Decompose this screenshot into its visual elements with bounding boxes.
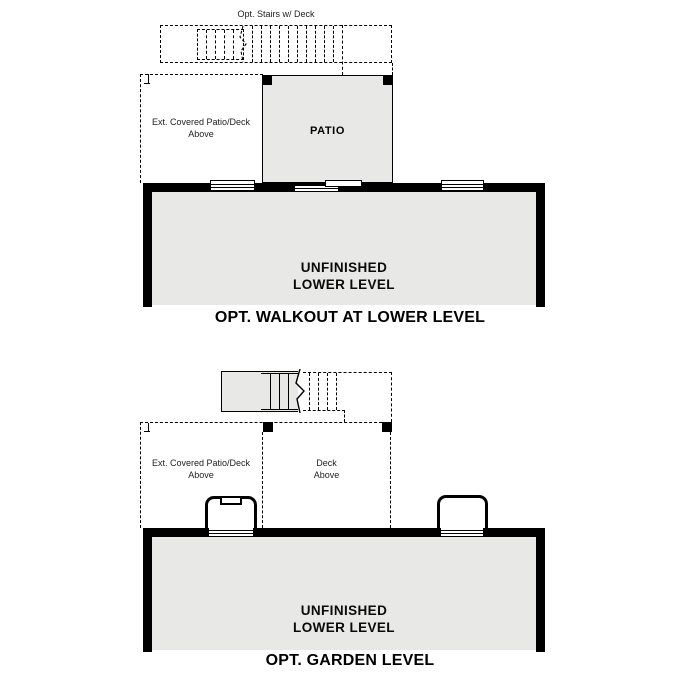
stair-tread-line	[336, 373, 337, 410]
corner-post-tick	[144, 431, 150, 432]
corner-post-tick	[148, 74, 149, 83]
stair-break-line	[237, 26, 249, 62]
stair-tread-line	[252, 26, 253, 62]
exterior-wall-top	[143, 528, 545, 537]
unfinished-lower-level-label: UNFINISHED LOWER LEVEL	[293, 603, 395, 635]
patio-post-left	[262, 75, 272, 85]
walkout-plan-caption: OPT. WALKOUT AT LOWER LEVEL	[214, 309, 486, 326]
stair-dashed-right-edge	[391, 372, 392, 422]
opt-stairs-deck-divider	[342, 25, 343, 75]
window-well-step	[220, 498, 242, 505]
stair-tread-line	[215, 30, 216, 59]
stair-tread-line	[279, 26, 280, 62]
stair-tread-line	[261, 26, 262, 62]
window-well-right	[437, 495, 488, 528]
stair-tread-line	[206, 30, 207, 59]
window-symbol	[441, 180, 484, 191]
stair-tread-line	[327, 373, 328, 410]
deck-post-left	[263, 422, 273, 432]
opt-deck-right-edge	[392, 63, 393, 75]
stair-tread-line	[288, 26, 289, 62]
opt-stairs-label: Opt. Stairs w/ Deck	[237, 9, 315, 19]
stair-tread-line	[279, 373, 280, 410]
stair-dashed-top-edge	[303, 372, 392, 373]
corner-post-tick	[144, 83, 150, 84]
deck-above-label: Deck Above	[313, 458, 340, 480]
window-symbol	[210, 180, 255, 191]
stair-landing	[221, 371, 262, 412]
stair-tread-line	[288, 373, 289, 410]
stair-tread-line	[270, 26, 271, 62]
opt-stairs-deck-outline	[160, 25, 392, 63]
deck-post-right	[382, 422, 392, 432]
stair-tread-line	[306, 26, 307, 62]
patio-post-right	[383, 75, 393, 85]
stair-tread-line	[318, 373, 319, 410]
stair-tread-line	[297, 26, 298, 62]
garden-plan-caption: OPT. GARDEN LEVEL	[265, 652, 435, 669]
ext-patio-top-edge	[140, 74, 263, 75]
sliding-door-panel	[325, 180, 362, 187]
patio-label: PATIO	[310, 125, 345, 137]
stair-tread-line	[333, 26, 334, 62]
stair-dashed-bottom-edge	[303, 410, 345, 411]
unfinished-lower-level-label: UNFINISHED LOWER LEVEL	[293, 260, 395, 292]
stair-tread-line	[233, 30, 234, 59]
stair-tread-line	[224, 30, 225, 59]
ext-patio-label: Ext. Covered Patio/Deck Above	[151, 117, 251, 139]
stair-dashed-connector	[344, 410, 345, 422]
ext-patio-label: Ext. Covered Patio/Deck Above	[151, 458, 251, 480]
stair-tread-line	[270, 373, 271, 410]
stair-tread-line	[315, 26, 316, 62]
stair-tread-line	[309, 373, 310, 410]
stair-tread-line	[324, 26, 325, 62]
stair-break-line	[294, 369, 306, 413]
